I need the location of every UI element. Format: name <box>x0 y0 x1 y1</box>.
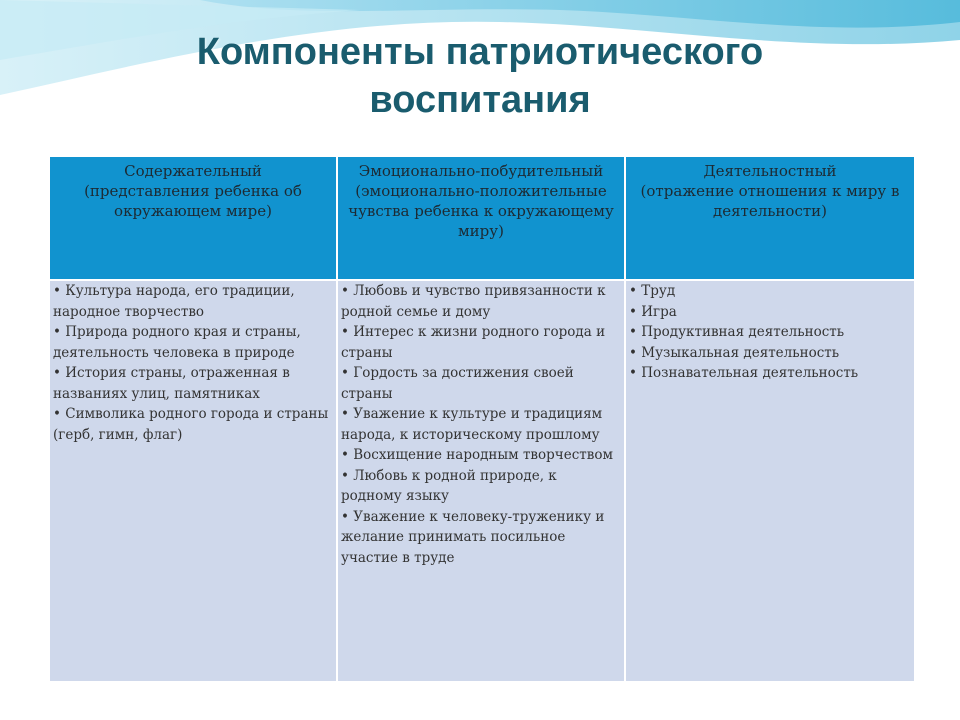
activity-items-cell <box>625 280 915 682</box>
list-item: • Музыкальная деятельность <box>629 344 840 361</box>
title-line-1: Компоненты патриотического <box>196 31 764 73</box>
list-item: • Символика родного города и страны (герб, гимн, флаг) <box>53 406 329 443</box>
header-name: Эмоционально-побудительный <box>358 162 604 180</box>
list-item: • Гордость за достижения своей страны <box>341 365 574 402</box>
table-header-row <box>49 156 915 280</box>
header-emotional-component <box>337 156 625 280</box>
list-item: • Восхищение народным творчеством <box>341 447 613 463</box>
list-item: • Уважение к человеку-труженику и желание принимать посильное участие в труде <box>341 508 605 566</box>
list-item: • Культура народа, его традиции, народное творчество <box>53 283 295 320</box>
header-name: Деятельностный <box>703 162 837 180</box>
header-content-component <box>49 156 337 280</box>
header-name: Содержательный <box>124 162 262 180</box>
list-item: • Игра <box>629 303 677 320</box>
slide-title <box>0 28 960 124</box>
list-item: • Познавательная деятельность <box>629 365 859 381</box>
list-item: • Уважение к культуре и традициям народа, к историческому прошлому <box>341 406 603 443</box>
header-description: (отражение отношения к миру в деятельности) <box>640 182 900 220</box>
list-item: • Природа родного края и страны, деятельность человека в природе <box>53 324 301 361</box>
list-item: • Любовь и чувство привязанности к родной семье и дому <box>341 283 606 320</box>
title-line-2: воспитания <box>369 79 591 121</box>
header-activity-component <box>625 156 915 280</box>
list-item: • Труд <box>629 283 676 299</box>
list-item: • Любовь к родной природе, к родному языку <box>341 467 557 504</box>
list-item: • Интерес к жизни родного города и страны <box>341 324 606 361</box>
table-body-row <box>49 280 915 682</box>
list-item: • История страны, отраженная в названиях улиц, памятниках <box>53 365 290 402</box>
header-description: (эмоционально-положительные чувства ребенка к окружающему миру) <box>348 182 614 240</box>
content-items-cell <box>49 280 337 682</box>
components-table <box>48 155 916 683</box>
emotional-items-cell <box>337 280 625 682</box>
header-description: (представления ребенка об окружающем мире) <box>84 182 302 220</box>
list-item: • Продуктивная деятельность <box>629 324 845 340</box>
